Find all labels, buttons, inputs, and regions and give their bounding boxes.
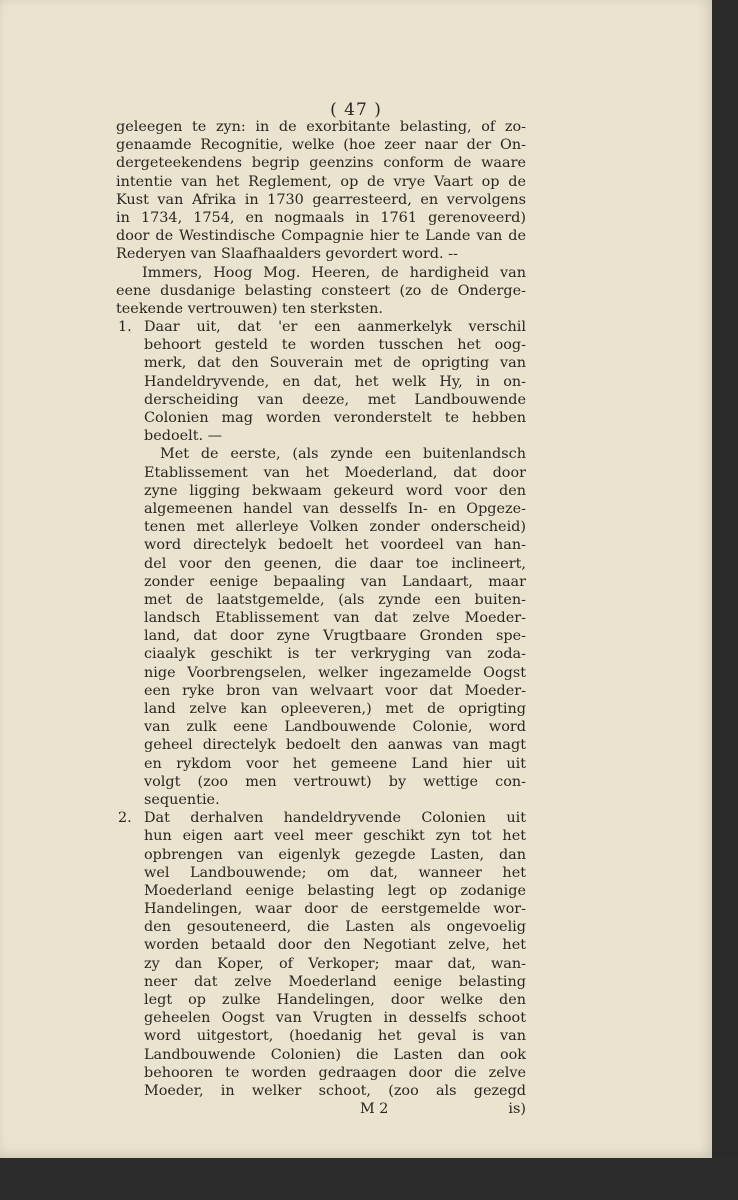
text-line: in 1734, 1754, en nogmaals in 1761 gerenoveerd)	[116, 209, 526, 226]
text-line: eene dusdanige belasting consteert (zo de Onderge-	[116, 282, 526, 299]
scan-border-right	[712, 0, 738, 1200]
text-line: behooren te worden gedraagen door die zelve	[144, 1064, 526, 1081]
text-line: land, dat door zyne Vrugtbaare Gronden spe-	[144, 628, 526, 645]
scan-border-bottom	[0, 1158, 738, 1200]
catchword: is)	[508, 1101, 526, 1118]
text-line: legt op zulke Handelingen, door welke den	[144, 992, 526, 1008]
text-line: Handelingen, waar door de eerstgemelde wor-	[144, 901, 526, 918]
text-line: Kust van Afrika in 1730 gearresteerd, en vervolgens	[116, 191, 526, 208]
text-line: word directelyk bedoelt het voordeel van han-	[144, 537, 526, 554]
text-line: Etablissement van het Moederland, dat door	[144, 464, 526, 481]
text-line: tenen met allerleye Volken zonder onderscheid)	[144, 519, 526, 536]
text-line: bedoelt. —	[144, 428, 223, 445]
text-line: zyne ligging bekwaam gekeurd word voor den	[144, 482, 526, 499]
text-line: sequentie.	[144, 791, 220, 808]
page-footer	[116, 1100, 526, 1118]
text-line: een ryke bron van welvaart voor dat Moeder-	[144, 682, 526, 699]
text-line: Moeder, in welker schoot, (zoo als gezegd	[144, 1082, 526, 1099]
text-line: zonder eenige bepaaling van Landaart, maar	[144, 573, 526, 590]
text-line: zy dan Koper, of Verkoper; maar dat, wan-	[144, 955, 526, 972]
text-line: Landbouwende Colonien) die Lasten dan ook	[144, 1046, 526, 1063]
text-line: Daar uit, dat 'er een aanmerkelyk verschil	[144, 319, 526, 336]
page-number: ( 47 )	[330, 100, 382, 120]
text-line: merk, dat den Souverain met de oprigting van	[144, 355, 526, 372]
text-line: den gesouteneerd, die Lasten als ongevoelig	[144, 919, 526, 936]
text-line: geheelen Oogst van Vrugten in desselfs schoot	[144, 1010, 526, 1027]
text-line: wel Landbouwende; om dat, wanneer het	[144, 864, 526, 881]
text-line: teekende vertrouwen) ten sterksten.	[116, 300, 383, 317]
text-line: intentie van het Reglement, op de vrye Vaart op de	[116, 173, 526, 190]
text-line: Dat derhalven handeldryvende Colonien uit	[144, 810, 526, 827]
text-line: landsch Etablissement van dat zelve Moeder-	[144, 610, 526, 627]
text-line: geheel directelyk bedoelt den aanwas van magt	[144, 737, 526, 754]
text-line: met de laatstgemelde, (als zynde een buiten-	[144, 591, 526, 608]
text-line: del voor den geenen, die daar toe inclineert,	[144, 555, 526, 572]
text-line: ciaalyk geschikt is ter verkryging van zoda-	[144, 646, 526, 663]
text-line: Rederyen van Slaafhaalders gevordert word. --	[116, 246, 458, 263]
text-line: opbrengen van eigenlyk gezegde Lasten, dan	[144, 846, 526, 863]
text-line: Moederland eenige belasting legt op zodanige	[144, 882, 526, 899]
text-line: door de Westindische Compagnie hier te Lande van de	[116, 228, 526, 245]
text-line: genaamde Recognitie, welke (hoe zeer naar der On-	[116, 137, 526, 154]
body-text	[116, 118, 526, 1118]
text-line: van zulk eene Landbouwende Colonie, word	[144, 719, 526, 736]
text-line: algemeenen handel van desselfs In- en Opgeze-	[144, 500, 526, 517]
text-line: Met de eerste, (als zynde een buitenlandsch	[160, 446, 526, 463]
text-line: nige Voorbrengselen, welker ingezamelde Oogst	[144, 664, 526, 681]
item-number: 2.	[118, 810, 132, 827]
text-line: en rykdom voor het gemeene Land hier uit	[144, 755, 526, 772]
numbered-line	[116, 318, 526, 336]
text-line: hun eigen aart veel meer geschikt zyn tot het	[144, 828, 526, 845]
text-line: Immers, Hoog Mog. Heeren, de hardigheid van	[142, 264, 526, 281]
signature-mark: M 2	[360, 1101, 389, 1118]
text-line: geleegen te zyn: in de exorbitante belasting, of zo-	[116, 119, 526, 135]
numbered-line	[116, 809, 526, 827]
text-line: neer dat zelve Moederland eenige belasting	[144, 973, 526, 990]
item-number: 1.	[118, 319, 132, 336]
text-line: Colonien mag worden veronderstelt te hebben	[144, 410, 526, 426]
text-line: Handeldryvende, en dat, het welk Hy, in on-	[144, 373, 526, 390]
text-line: worden betaald door den Negotiant zelve, het	[144, 937, 526, 954]
text-line: behoort gesteld te worden tusschen het oog-	[144, 337, 526, 354]
text-line: volgt (zoo men vertrouwt) by wettige con-	[144, 773, 526, 790]
text-line: word uitgestort, (hoedanig het geval is van	[144, 1028, 526, 1045]
text-line: land zelve kan opleeveren,) met de oprigting	[144, 701, 526, 717]
text-line: dergeteekendens begrip geenzins conform de waare	[116, 155, 526, 172]
text-line: derscheiding van deeze, met Landbouwende	[144, 391, 526, 408]
